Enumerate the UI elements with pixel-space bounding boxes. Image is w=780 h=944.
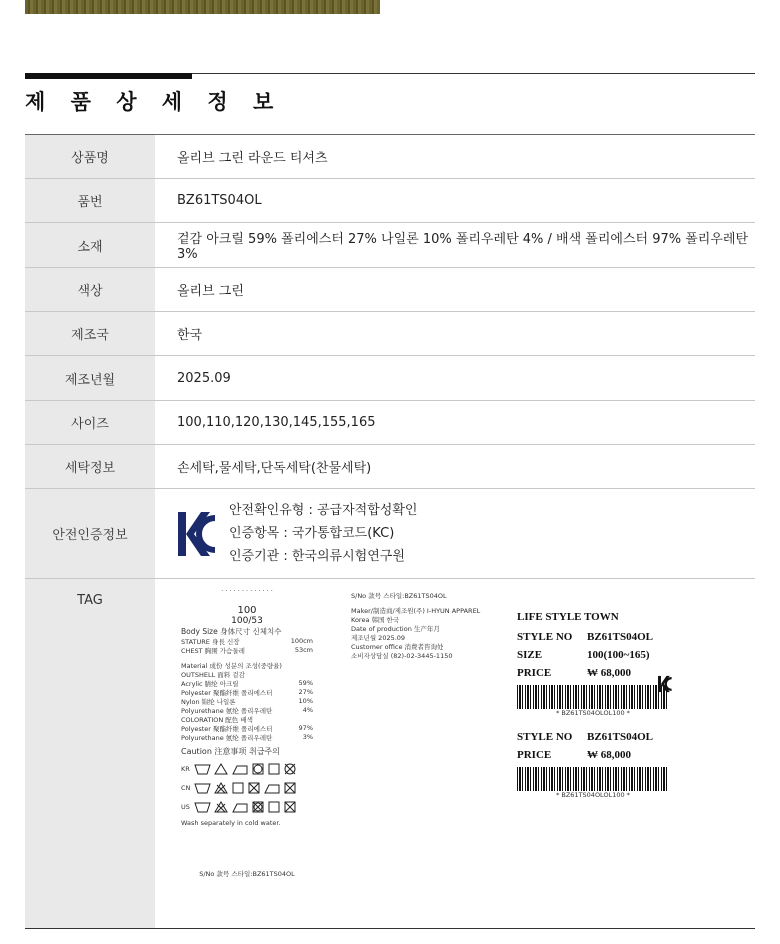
- material-name: Nylon 锦纶 나일론: [181, 698, 236, 706]
- kc-mark-icon: [177, 504, 217, 564]
- row-value: 2025.09: [155, 356, 755, 401]
- table-row: [25, 268, 755, 312]
- care-symbols-kr: [181, 762, 313, 776]
- row-label: 세탁정보: [25, 445, 155, 489]
- kr-label: KR: [181, 765, 190, 773]
- care-style-number: S/No 款号 스타일:BZ61TS04OL: [199, 870, 295, 878]
- size-label: SIZE: [517, 649, 543, 661]
- caution-title: Caution 注意事项 취급주의: [181, 747, 280, 756]
- product-info-table: [25, 134, 755, 929]
- row-label: 사이즈: [25, 401, 155, 445]
- maker-name: Maker/制造商/제조원(주) I-HYUN APPAREL: [351, 607, 481, 615]
- heading-accent-bar: [25, 73, 192, 79]
- material-pct: 4%: [302, 706, 313, 714]
- material-pct: 27%: [298, 688, 313, 696]
- row-value: 100,110,120,130,145,155,165: [155, 401, 755, 445]
- body-size-title: Body Size 身体尺寸 신체치수: [181, 627, 282, 636]
- table-row: [25, 445, 755, 489]
- production-date-value: 제조년월 2025.09: [351, 634, 406, 642]
- tag-image-cell: [155, 579, 755, 929]
- safety-type: 안전확인유형 : 공급자적합성확인: [229, 503, 418, 518]
- material-pct: 10%: [298, 697, 313, 705]
- wash-note: Wash separately in cold water.: [181, 819, 281, 827]
- material-name: Polyurethane 氨纶 폴리우레탄: [181, 734, 273, 742]
- chest-value: 53cm: [294, 646, 313, 654]
- tag-photo: [155, 579, 757, 929]
- price-label: PRICE: [517, 667, 552, 679]
- style-no-value: BZ61TS04OL: [587, 731, 654, 743]
- barcode-text: * BZ61TS04OLOL100 *: [556, 709, 630, 717]
- row-value: 겉감 아크릴 59% 폴리에스터 27% 나일론 10% 폴리우레탄 4% / 배색 폴리에스터 97% 폴리우레탄 3%: [155, 223, 755, 268]
- care-symbols-us: [181, 800, 313, 814]
- material-pct: 97%: [298, 724, 313, 732]
- row-label: 제조년월: [25, 356, 155, 401]
- table-row: [25, 489, 755, 579]
- chest-label: CHEST 胸围 가슴둘레: [181, 647, 245, 655]
- safety-cert-cell: [155, 489, 755, 579]
- care-symbols-cn: [181, 781, 313, 795]
- table-row: [25, 356, 755, 401]
- table-row: [25, 312, 755, 356]
- material-name: Polyester 聚酯纤维 폴리에스터: [181, 689, 273, 697]
- customer-office-tel: 소비자상담실 (82)-02-3445-1150: [351, 652, 453, 660]
- style-no-label: STYLE NO: [517, 631, 573, 643]
- row-value: BZ61TS04OL: [155, 179, 755, 223]
- row-label: 안전인증정보: [25, 489, 155, 579]
- material-pct: 3%: [302, 733, 313, 741]
- safety-item: 인증항목 : 국가통합코드(KC): [229, 526, 395, 541]
- row-label: 상품명: [25, 135, 155, 179]
- barcode: [517, 767, 669, 791]
- row-value: 한국: [155, 312, 755, 356]
- section-title: 제 품 상 세 정 보: [25, 90, 283, 114]
- row-label: 제조국: [25, 312, 155, 356]
- kc-mark-small-icon: [657, 673, 673, 695]
- table-row: [25, 223, 755, 268]
- price-value: ₩ 68,000: [587, 749, 631, 761]
- price-value: ₩ 68,000: [587, 667, 631, 679]
- care-size-sub: 100/53: [231, 616, 263, 626]
- stature-value: 100cm: [290, 637, 313, 645]
- maker-style-number: S/No 款号 스타일:BZ61TS04OL: [351, 592, 447, 600]
- table-row: [25, 579, 755, 929]
- care-symbols-icon: [193, 781, 303, 795]
- row-label: TAG: [25, 579, 155, 929]
- stature-label: STATURE 身長 신장: [181, 638, 240, 646]
- row-label: 소재: [25, 223, 155, 268]
- style-no-label: STYLE NO: [517, 731, 573, 743]
- material-name: Acrylic 腈纶 아크릴: [181, 680, 239, 688]
- size-value: 100(100~165): [587, 649, 650, 661]
- production-date-label: Date of production 生产年月: [351, 625, 440, 633]
- maker-country: Korea 韩国 한국: [351, 616, 400, 624]
- product-photo-strip: [25, 0, 380, 14]
- material-pct: 59%: [298, 679, 313, 687]
- material-name: Polyurethane 氨纶 폴리우레탄: [181, 707, 273, 715]
- material-title: Material 成份 성분의 조성(중량율): [181, 662, 282, 670]
- row-value: 올리브 그린 라운드 티셔츠: [155, 135, 755, 179]
- outshell-label: OUTSHELL 面料 겉감: [181, 671, 245, 679]
- price-tag-brand: LIFE STYLE TOWN: [517, 611, 619, 623]
- table-row: [25, 401, 755, 445]
- barcode: [517, 685, 669, 709]
- care-label: · · · · · · · · · · · · · 100 100/53 Body Size 身体尺寸 신체치수 STATURE 身長 신장 100cm CHEST 胸围 가슴둘레 53cm Material 成份 성분의 조성(중량율) OUTSHELL 面料 겉감 Acrylic 腈纶 아크릴 59% Polyester 聚酯纤维 폴리에스터 27% Nylon 锦纶 나일론 10% Polyurethane 氨纶 폴리우레탄 4% COLORATION 配色 배색 Polyester 聚酯纤维 폴리에스터 97% Polyurethane 氨纶 폴리우레탄 3% Caution 注意事项 취급주의 KR CN US Wash separately in cold water. S/No 款号 스타일:BZ61TS04OL: [181, 587, 313, 878]
- table-row: [25, 135, 755, 179]
- customer-office-label: Customer office 消费者咨询处: [351, 643, 444, 651]
- care-size: 100: [237, 605, 257, 616]
- row-label: 품번: [25, 179, 155, 223]
- row-value: 올리브 그린: [155, 268, 755, 312]
- safety-agency: 인증기관 : 한국의류시험연구원: [229, 549, 405, 564]
- price-label: PRICE: [517, 749, 552, 761]
- maker-label: [351, 591, 485, 660]
- row-value: 손세탁,물세탁,단독세탁(찬물세탁): [155, 445, 755, 489]
- style-no-value: BZ61TS04OL: [587, 631, 654, 643]
- us-label: US: [181, 803, 190, 811]
- table-row: [25, 179, 755, 223]
- cn-label: CN: [181, 784, 191, 792]
- row-label: 색상: [25, 268, 155, 312]
- care-symbols-icon: [193, 800, 303, 814]
- care-symbols-icon: [193, 762, 303, 776]
- coloration-label: COLORATION 配色 배색: [181, 716, 253, 724]
- price-tag: [517, 611, 669, 799]
- material-name: Polyester 聚酯纤维 폴리에스터: [181, 725, 273, 733]
- barcode-text: * BZ61TS04OLOL100 *: [556, 791, 630, 799]
